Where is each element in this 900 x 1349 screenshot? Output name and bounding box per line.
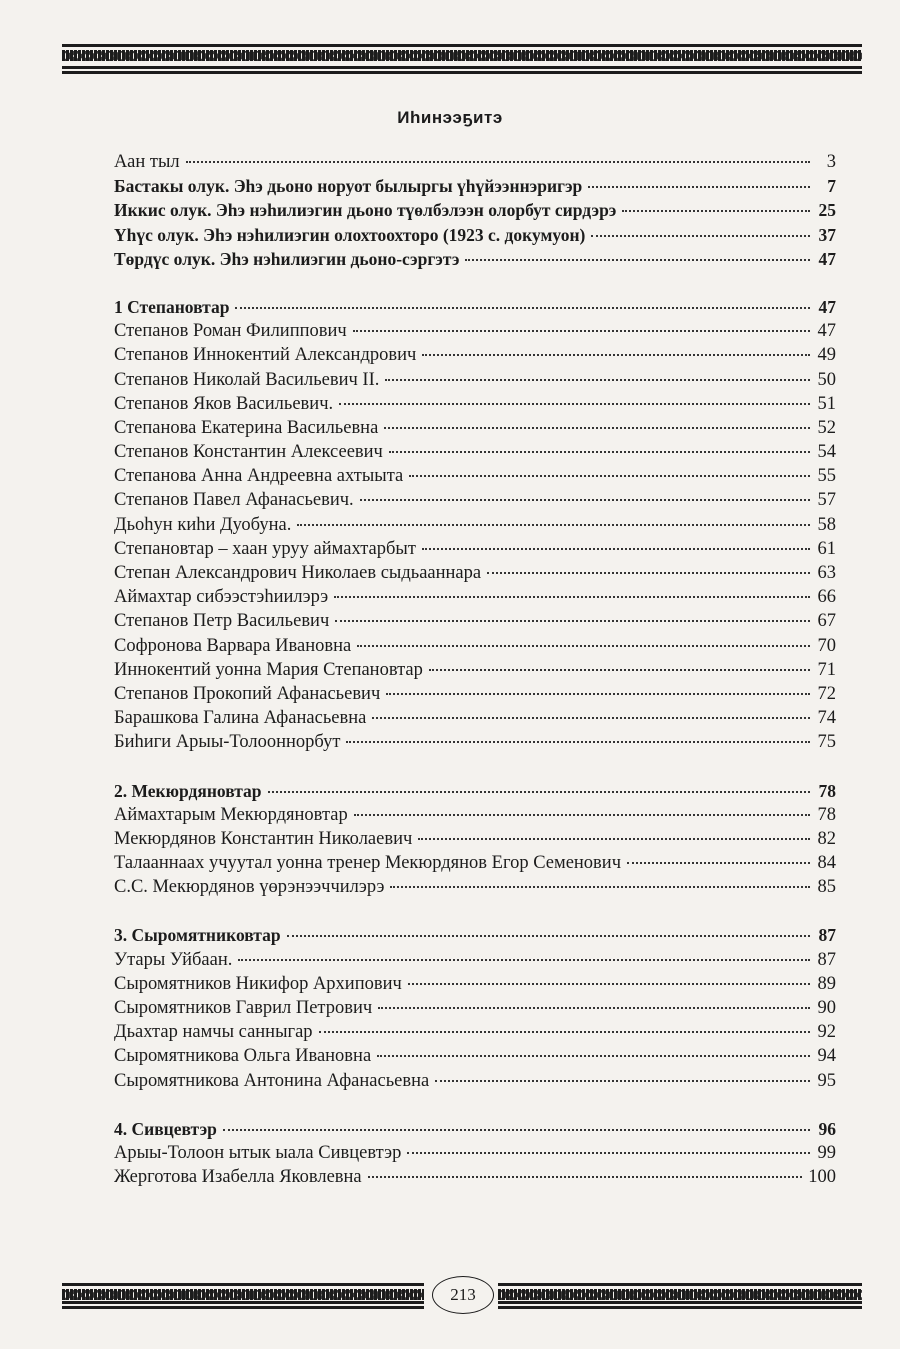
toc-entry[interactable] [114,1167,836,1191]
toc-entry[interactable] [114,1046,836,1070]
section-gap [114,1095,836,1119]
toc-entry-title: Барашкова Галина Афанасьевна [114,708,367,729]
toc-entry-title: Степанов Прокопий Афанасьевич [114,683,381,704]
toc-entry-title: Степанова Анна Андреевна ахтыыта [114,466,404,487]
dot-leader [238,959,810,961]
toc-entry-page: 52 [817,417,836,438]
toc-entry-title: Степанов Яков Васильевич. [114,393,334,414]
toc-entry-page: 74 [817,708,836,729]
toc-entry-page: 47 [817,321,836,342]
toc-heading-entry[interactable] [114,176,836,200]
toc-entry-page: 47 [818,248,836,269]
section-gap [114,273,836,297]
toc-entry-title: Степанов Павел Афанасьевич. [114,490,354,511]
toc-entry[interactable] [114,466,836,490]
toc-entry[interactable] [114,1143,836,1167]
dot-leader [389,451,810,453]
toc-entry[interactable] [114,563,836,587]
toc-entry-page: 71 [817,659,836,680]
dot-leader [385,379,810,381]
dot-leader [418,838,810,840]
dot-leader [627,862,810,864]
toc-entry-title: Дьахтар намчы санныгар [114,1022,313,1043]
bottom-left-ornament-border [62,1283,424,1309]
toc-heading-entry[interactable] [114,249,836,273]
dot-leader [390,886,810,888]
toc-entry-page: 89 [817,973,836,994]
toc-entry-title: Утары Уйбаан. [114,949,233,970]
toc-entry-title: Аймахтарым Мекюрдяновтар [114,804,348,825]
toc-entry-page: 47 [818,296,836,317]
toc-entry-page: 58 [817,514,836,535]
toc-heading-entry[interactable] [114,297,836,321]
toc-entry-page: 37 [818,224,836,245]
toc-entry-page: 7 [827,176,836,197]
toc-entry[interactable] [114,829,836,853]
toc-entry-title: Жерготова Изабелла Яковлевна [114,1167,362,1188]
toc-entry-page: 49 [817,345,836,366]
toc-entry[interactable] [114,708,836,732]
toc-entry-page: 66 [817,587,836,608]
toc-entry-page: 96 [818,1118,836,1139]
toc-entry[interactable] [114,152,836,176]
dot-leader [357,645,810,647]
toc-entry-title: Степанов Николай Васильевич II. [114,369,380,390]
toc-entry-page: 61 [817,538,836,559]
toc-entry-title: Сыромятников Гаврил Петрович [114,998,373,1018]
toc-entry-page: 54 [817,442,836,463]
toc-entry-page: 57 [817,490,836,511]
dot-leader [372,717,810,719]
toc-entry-title: Арыы-Толоон ытык ыала Сивцевтэр [114,1142,402,1163]
toc-entry[interactable] [114,732,836,756]
dot-leader [339,403,810,405]
toc-entry[interactable] [114,587,836,611]
toc-entry[interactable] [114,611,836,635]
toc-entry-page: 67 [817,611,836,632]
page-number: 213 [432,1276,494,1314]
toc-entry[interactable] [114,1022,836,1046]
toc-entry-page: 82 [817,828,836,849]
dot-leader [268,791,810,793]
toc-entry-title: Аймахтар сибээстэһиилэрэ [114,587,329,608]
toc-entry-title: 1 Степановтар [114,296,230,317]
dot-leader [377,1055,810,1057]
toc-entry-title: Степанов Константин Алексеевич [114,442,383,463]
dot-leader [384,427,810,429]
toc-entry-page: 85 [817,877,836,898]
toc-entry-title: Иннокентий уонна Мария Степановтар [114,659,423,680]
top-ornament-border [62,44,862,74]
toc-entry[interactable] [114,950,836,974]
toc-entry-page: 72 [817,683,836,704]
toc-entry-title: Төрдүс олук. Эһэ нэһилиэгин дьоно-сэргэтэ [114,248,460,269]
toc-entry-title: Бастакы олук. Эһэ дьоно норуот былыргы үһүйээннэригэр [114,176,583,197]
toc-entry-page: 63 [817,563,836,583]
dot-leader [622,210,810,212]
toc-entry-title: Иккис олук. Эһэ нэһилиэгин дьоно түөлбэлээн олорбут сирдэрэ [114,200,617,221]
toc-heading-entry[interactable] [114,225,836,249]
toc-entry-title: Степанова Екатерина Васильевна [114,417,379,438]
dot-leader [319,1031,810,1033]
toc-entry-title: Софронова Варвара Ивановна [114,635,352,656]
toc-entry[interactable] [114,853,836,877]
toc-entry-title: 4. Сивцевтэр [114,1118,217,1139]
toc-entry[interactable] [114,515,836,539]
toc-entry-page: 55 [817,466,836,487]
toc-entry-page: 51 [817,393,836,414]
toc-entry[interactable] [114,394,836,418]
toc-entry-title: Сыромятникова Ольга Ивановна [114,1046,372,1067]
toc-heading-entry[interactable] [114,781,836,805]
toc-entry-title: Үһүс олук. Эһэ нэһилиэгин олохтоохторо (1923 с. докумуон) [114,224,586,245]
toc-entry-page: 87 [818,925,836,946]
toc-entry-title: Степанов Петр Васильевич [114,611,330,632]
toc-entry-title: Степанов Иннокентий Александрович [114,345,417,366]
dot-leader [346,741,810,743]
toc-entry-page: 75 [817,732,836,753]
dot-leader [591,235,810,237]
toc-entry-title: Сыромятников Никифор Архипович [114,973,402,994]
dot-leader [360,499,810,501]
dot-leader [408,983,810,985]
toc-entry[interactable] [114,370,836,394]
toc-entry[interactable] [114,974,836,998]
toc-entry-page: 92 [817,1022,836,1043]
toc-entry-page: 90 [817,998,836,1018]
dot-leader [422,354,810,356]
dot-leader [223,1129,810,1131]
dot-leader [287,935,810,937]
toc-entry[interactable] [114,1071,836,1095]
toc-entry-title: 3. Сыромятниковтар [114,925,281,946]
toc-entry[interactable] [114,660,836,684]
page-title: Иһинээҕитэ [397,108,503,127]
toc-entry-title: Степан Александрович Николаев сыдьааннара [114,563,482,583]
toc-entry-page: 95 [817,1070,836,1091]
toc-entry-title: Сыромятникова Антонина Афанасьевна [114,1070,430,1091]
toc-entry[interactable] [114,877,836,901]
toc-entry-page: 99 [817,1142,836,1163]
bottom-right-ornament-border [498,1283,862,1309]
toc-entry[interactable] [114,539,836,563]
toc-entry-title: 2. Мекюрдяновтар [114,780,262,801]
toc-entry-page: 25 [818,200,836,221]
toc-entry-page: 87 [817,949,836,970]
toc-entry[interactable] [114,321,836,345]
toc-heading-entry[interactable] [114,925,836,949]
toc-entry[interactable] [114,805,836,829]
dot-leader [353,330,810,332]
dot-leader [378,1007,810,1009]
table-of-contents [114,152,836,1191]
dot-leader [487,572,810,574]
toc-entry-title: Мекюрдянов Константин Николаевич [114,828,413,849]
toc-entry-title: Биһиги Арыы-Толооннорбут [114,732,341,753]
dot-leader [422,548,810,550]
dot-leader [235,307,810,309]
toc-entry[interactable] [114,636,836,660]
toc-entry[interactable] [114,998,836,1022]
dot-leader [386,693,810,695]
toc-entry-title: Дьоһун киһи Дуобуна. [114,514,292,535]
toc-heading-entry[interactable] [114,200,836,224]
dot-leader [297,524,810,526]
toc-entry-page: 100 [808,1167,836,1188]
toc-entry-title: С.С. Мекюрдянов үөрэнээччилэрэ [114,877,385,898]
toc-entry-page: 78 [818,780,836,801]
toc-entry[interactable] [114,490,836,514]
section-gap [114,757,836,781]
toc-entry-title: Степановтар – хаан уруу аймахтарбыт [114,538,416,559]
dot-leader [588,186,810,188]
toc-entry[interactable] [114,684,836,708]
dot-leader [435,1080,810,1082]
toc-entry-page: 78 [817,804,836,825]
dot-leader [354,814,810,816]
dot-leader [335,620,810,622]
toc-entry-page: 70 [817,635,836,656]
toc-entry-page: 94 [817,1046,836,1067]
toc-entry-page: 50 [817,369,836,390]
toc-entry-page: 3 [826,152,836,172]
toc-entry[interactable] [114,345,836,369]
dot-leader [429,669,810,671]
toc-entry-page: 84 [817,853,836,874]
toc-entry[interactable] [114,418,836,442]
dot-leader [186,161,810,163]
toc-entry-title: Степанов Роман Филиппович [114,321,347,342]
dot-leader [465,259,810,261]
toc-entry-title: Аан тыл [114,152,180,172]
dot-leader [368,1176,803,1178]
toc-entry-title: Талааннаах учуутал уонна тренер Мекюрдянов Егор Семенович [114,853,621,874]
toc-heading-entry[interactable] [114,1119,836,1143]
toc-entry[interactable] [114,442,836,466]
dot-leader [407,1152,810,1154]
section-gap [114,901,836,925]
dot-leader [334,596,810,598]
dot-leader [409,475,810,477]
